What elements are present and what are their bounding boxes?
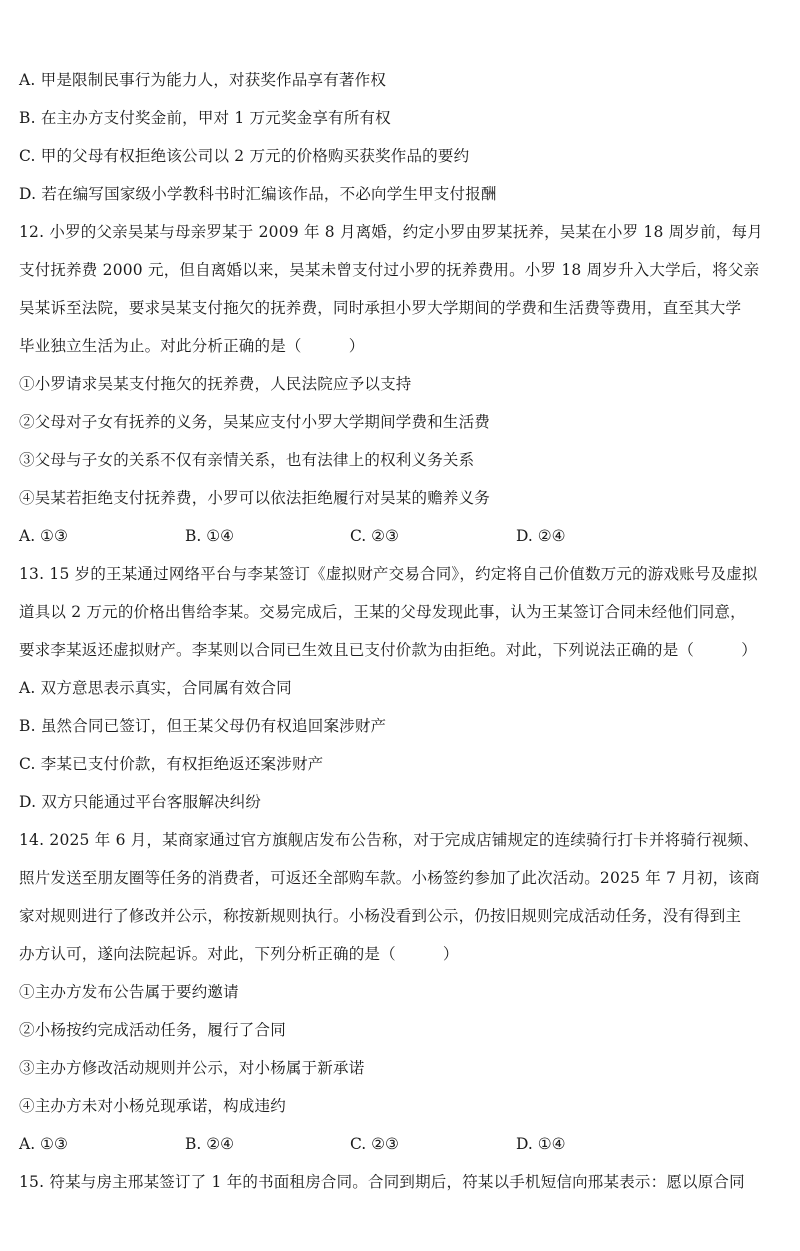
q13-option-c: C. 李某已支付价款，有权拒绝返还案涉财产: [19, 755, 324, 773]
q12-stem-line: 毕业独立生活为止。对此分析正确的是（ ）: [19, 337, 365, 355]
q12-statement: ①小罗请求吴某支付拖欠的抚养费，人民法院应予以支持: [19, 375, 412, 393]
q14-choice-b: B. ②④: [185, 1135, 235, 1153]
q13-option-b: B. 虽然合同已签订，但王某父母仍有权追回案涉财产: [19, 717, 387, 735]
q12-choice-c: C. ②③: [350, 527, 399, 545]
q12-stem-line: 吴某诉至法院，要求吴某支付拖欠的抚养费，同时承担小罗大学期间的学费和生活费等费用，直至其大学: [19, 299, 742, 317]
q12-statement: ④吴某若拒绝支付抚养费，小罗可以依法拒绝履行对吴某的赡养义务: [19, 489, 491, 507]
q14-statement: ①主办方发布公告属于要约邀请: [19, 983, 239, 1001]
q12-choice-a: A. ①③: [19, 527, 68, 545]
q14-choice-a: A. ①③: [19, 1135, 68, 1153]
q12-choice-d: D. ②④: [516, 527, 566, 545]
q12-choice-b: B. ①④: [185, 527, 235, 545]
q14-stem-line: 照片发送至朋友圈等任务的消费者，可返还全部购车款。小杨签约参加了此次活动。2025 年 7 月初，该商: [19, 869, 760, 887]
q12-statement: ③父母与子女的关系不仅有亲情关系，也有法律上的权利义务关系: [19, 451, 475, 469]
q11-option-b: B. 在主办方支付奖金前，甲对 1 万元奖金享有所有权: [19, 109, 391, 127]
q14-statement: ④主办方未对小杨兑现承诺，构成违约: [19, 1097, 286, 1115]
q14-stem-line: 办方认可，遂向法院起诉。对此，下列分析正确的是（ ）: [19, 945, 459, 963]
q14-statement: ②小杨按约完成活动任务，履行了合同: [19, 1021, 286, 1039]
q11-option-d: D. 若在编写国家级小学教科书时汇编该作品，不必向学生甲支付报酬: [19, 185, 497, 203]
q14-stem-line: 家对规则进行了修改并公示，称按新规则执行。小杨没看到公示，仍按旧规则完成活动任务，没有得到主: [19, 907, 742, 925]
q11-option-c: C. 甲的父母有权拒绝该公司以 2 万元的价格购买获奖作品的要约: [19, 147, 470, 165]
q13-option-d: D. 双方只能通过平台客服解决纠纷: [19, 793, 262, 811]
q15-stem-line: 15. 符某与房主邢某签订了 1 年的书面租房合同。合同到期后，符某以手机短信向邢某表示：愿以原合同: [19, 1173, 745, 1191]
q13-stem-line: 道具以 2 万元的价格出售给李某。交易完成后，王某的父母发现此事，认为王某签订合同未经他们同意，: [19, 603, 746, 621]
q13-stem-line: 要求李某返还虚拟财产。李某则以合同已生效且已支付价款为由拒绝。对此，下列说法正确的是（ ）: [19, 641, 757, 659]
q13-stem-line: 13. 15 岁的王某通过网络平台与李某签订《虚拟财产交易合同》，约定将自己价值数万元的游戏账号及虚拟: [19, 565, 758, 583]
q12-statement: ②父母对子女有抚养的义务，吴某应支付小罗大学期间学费和生活费: [19, 413, 491, 431]
q12-stem-line: 12. 小罗的父亲吴某与母亲罗某于 2009 年 8 月离婚，约定小罗由罗某抚养，吴某在小罗 18 周岁前，每月: [19, 223, 763, 241]
q14-stem-line: 14. 2025 年 6 月，某商家通过官方旗舰店发布公告称，对于完成店铺规定的连续骑行打卡并将骑行视频、: [19, 831, 759, 849]
q13-option-a: A. 双方意思表示真实，合同属有效合同: [19, 679, 292, 697]
q12-stem-line: 支付抚养费 2000 元，但自离婚以来，吴某未曾支付过小罗的抚养费用。小罗 18 周岁升入大学后，将父亲: [19, 261, 760, 279]
q14-statement: ③主办方修改活动规则并公示，对小杨属于新承诺: [19, 1059, 365, 1077]
q14-choice-c: C. ②③: [350, 1135, 399, 1153]
q11-option-a: A. 甲是限制民事行为能力人，对获奖作品享有著作权: [19, 71, 387, 89]
q14-choice-d: D. ①④: [516, 1135, 566, 1153]
